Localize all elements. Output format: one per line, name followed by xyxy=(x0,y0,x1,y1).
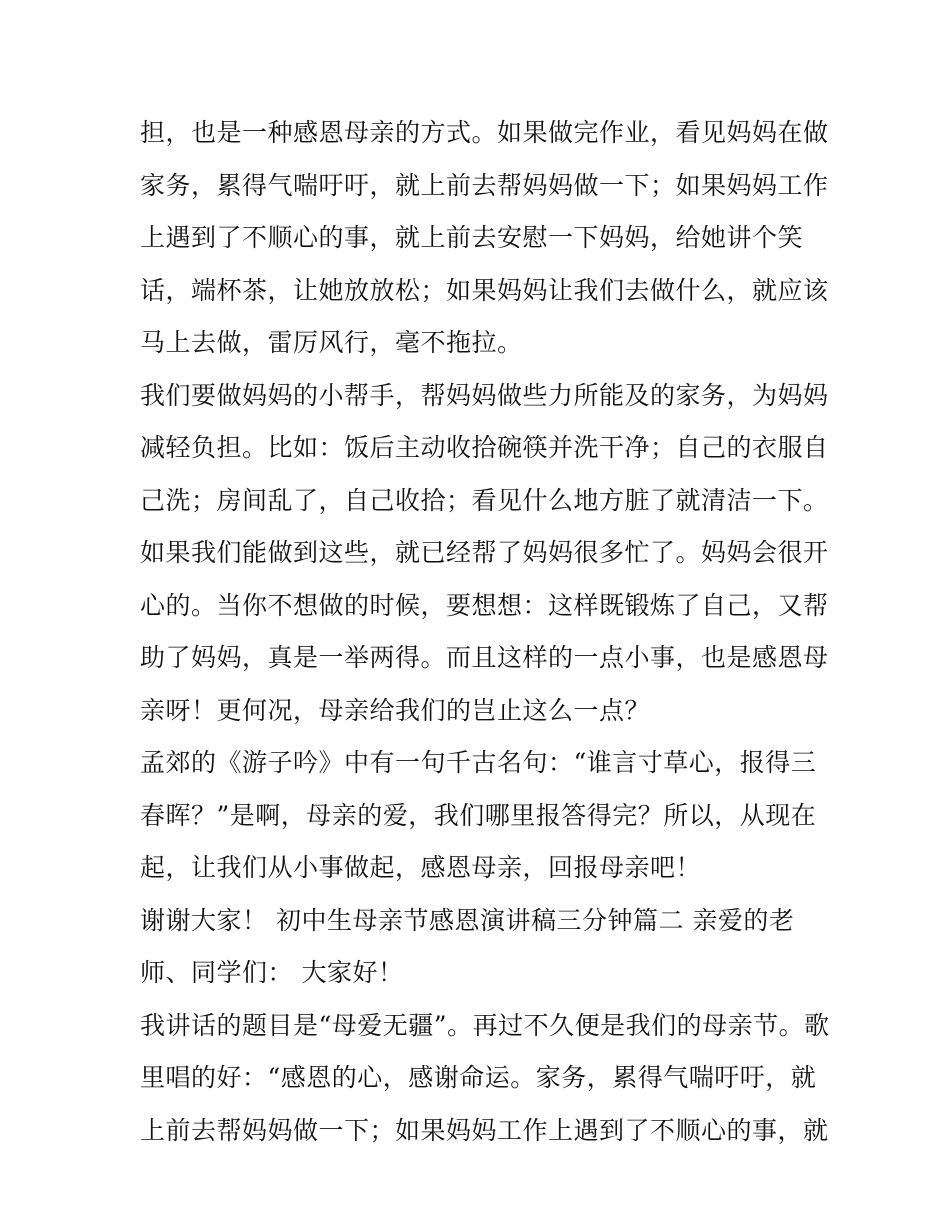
text-line: 上前去帮妈妈做一下；如果妈妈工作上遇到了不顺心的事，就 xyxy=(140,1115,829,1145)
text-line: 担，也是一种感恩母亲的方式。如果做完作业，看见妈妈在做 xyxy=(140,118,829,147)
text-line: 心的。当你不想做的时候，要想想：这样既锻炼了自己，又帮 xyxy=(140,590,829,620)
text-line: 我们要做妈妈的小帮手，帮妈妈做些力所能及的家务，为妈妈 xyxy=(140,380,829,410)
text-line: 师、同学们： 大家好！ xyxy=(140,958,404,987)
text-line: 减轻负担。比如：饭后主动收拾碗筷并洗干净；自己的衣服自 xyxy=(140,433,829,462)
text-line: 话，端杯茶，让她放放松；如果妈妈让我们去做什么，就应该 xyxy=(140,275,829,305)
text-line: 家务，累得气喘吁吁，就上前去帮妈妈做一下；如果妈妈工作 xyxy=(140,170,829,200)
text-line: 春晖？”是啊，母亲的爱，我们哪里报答得完？所以，从现在 xyxy=(140,800,817,830)
text-line: 里唱的好：“感恩的心，感谢命运。家务，累得气喘吁吁，就 xyxy=(140,1063,817,1092)
text-line: 谢谢大家！ 初中生母亲节感恩演讲稿三分钟篇二 亲爱的老 xyxy=(140,905,795,935)
text-line: 己洗；房间乱了，自己收拾；看见什么地方脏了就清洁一下。 xyxy=(140,485,829,515)
text-line: 马上去做，雷厉风行，毫不拖拉。 xyxy=(140,328,523,357)
text-line: 上遇到了不顺心的事，就上前去安慰一下妈妈，给她讲个笑 xyxy=(140,223,804,252)
body-text xyxy=(140,107,830,1157)
text-line: 助了妈妈，真是一举两得。而且这样的一点小事，也是感恩母 xyxy=(140,643,829,672)
text-line: 如果我们能做到这些，就已经帮了妈妈很多忙了。妈妈会很开 xyxy=(140,538,829,567)
text-line: 我讲话的题目是“母爱无疆”。再过不久便是我们的母亲节。歌 xyxy=(140,1010,830,1040)
text-line: 起，让我们从小事做起，感恩母亲，回报母亲吧！ xyxy=(140,853,702,882)
text-line: 亲呀！更何况，母亲给我们的岂止这么一点？ xyxy=(140,695,651,725)
text-line: 孟郊的《游子吟》中有一句千古名句：“谁言寸草心，报得三 xyxy=(140,748,817,777)
